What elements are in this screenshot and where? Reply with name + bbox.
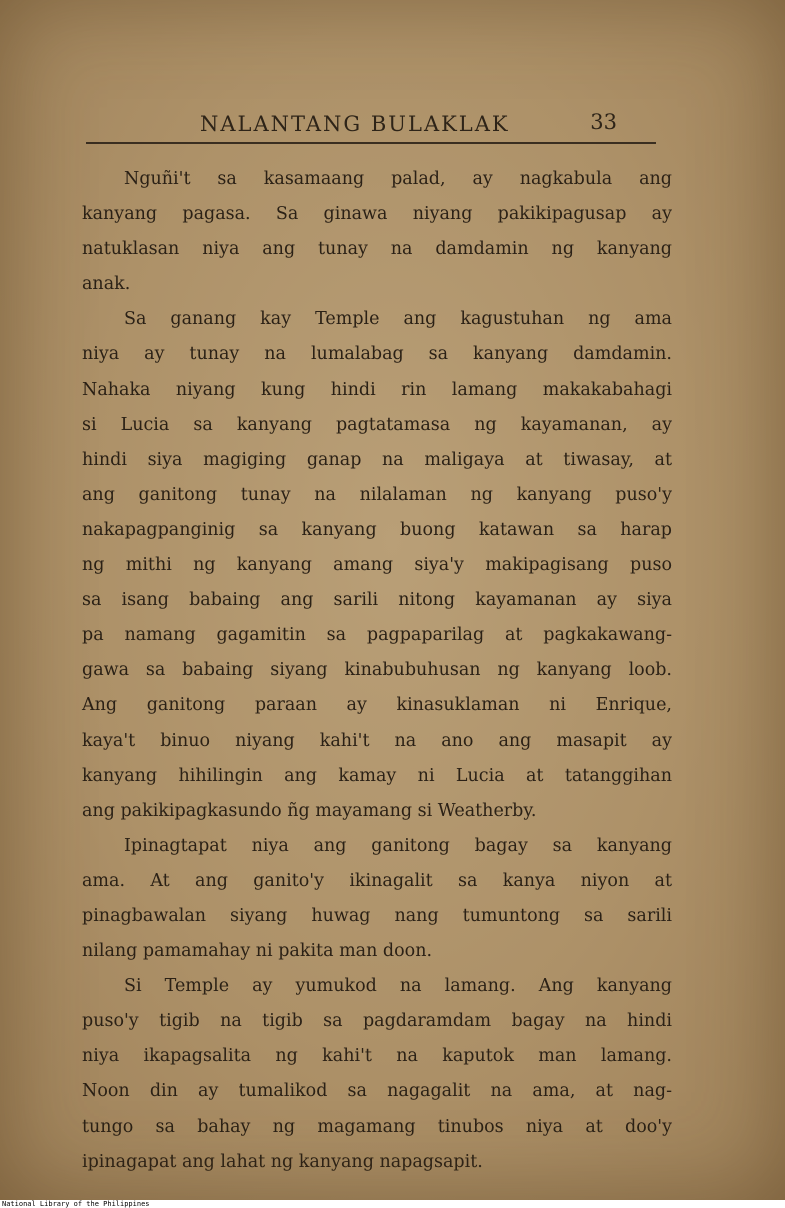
text-line: ang ganitong tunay na nilalaman ng kanyang puso'y — [82, 484, 672, 505]
text-line: Ipinagtapat niya ang ganitong bagay sa kanyang — [124, 835, 672, 856]
text-line: niya ikapagsalita ng kahi't na kaputok man lamang. — [82, 1046, 672, 1067]
text-line: kaya't binuo niyang kahi't na ano ang masapit ay — [82, 730, 672, 751]
running-title: NALANTANG BULAKLAK — [200, 112, 510, 136]
text-line: Nahaka niyang kung hindi rin lamang makakabahagi — [82, 379, 672, 400]
text-line: natuklasan niya ang tunay na damdamin ng kanyang — [82, 239, 672, 260]
header-rule — [86, 142, 656, 144]
text-line: gawa sa babaing siyang kinabubuhusan ng kanyang loob. — [82, 660, 672, 681]
text-line: nakapagpanginig sa kanyang buong katawan sa harap — [82, 519, 672, 540]
page-header — [90, 108, 675, 138]
text-line: niya ay tunay na lumalabag sa kanyang damdamin. — [82, 344, 672, 365]
text-line: ama. At ang ganito'y ikinagalit sa kanya niyon at — [82, 870, 672, 891]
text-line: Sa ganang kay Temple ang kagustuhan ng ama — [124, 309, 672, 330]
text-line: pa namang gagamitin sa pagpaparilag at pagkakawang- — [82, 625, 672, 646]
text-line: anak. — [82, 274, 131, 295]
text-line: pinagbawalan siyang huwag nang tumuntong sa sarili — [82, 905, 672, 926]
text-line: hindi siya magiging ganap na maligaya at tiwasay, at — [82, 449, 672, 470]
text-line: Ang ganitong paraan ay kinasuklaman ni Enrique, — [82, 695, 672, 716]
text-line: kanyang pagasa. Sa ginawa niyang pakikipagusap ay — [82, 204, 672, 225]
text-line: ng mithi ng kanyang amang siya'y makipagisang puso — [82, 555, 672, 576]
text-line: kanyang hihilingin ang kamay ni Lucia at tatanggihan — [82, 765, 672, 786]
text-line: tungo sa bahay ng magamang tinubos niya at doo'y — [82, 1116, 672, 1137]
body-text — [82, 162, 672, 1180]
text-line: sa isang babaing ang sarili nitong kayamanan ay siya — [82, 590, 672, 611]
scan-credit: National Library of the Philippines — [2, 1200, 150, 1208]
text-line: si Lucia sa kanyang pagtatamasa ng kayamanan, ay — [82, 414, 672, 435]
text-line: Noon din ay tumalikod sa nagagalit na ama, at nag- — [82, 1081, 672, 1102]
text-line: ipinagapat ang lahat ng kanyang napagsapit. — [82, 1151, 483, 1172]
text-line: nilang pamamahay ni pakita man doon. — [82, 941, 433, 962]
page-number: 33 — [590, 110, 617, 134]
text-line: Si Temple ay yumukod na lamang. Ang kanyang — [124, 976, 672, 997]
text-line: ang pakikipagkasundo ñg mayamang si Weatherby. — [82, 800, 537, 821]
text-line: Nguñi't sa kasamaang palad, ay nagkabula ang — [124, 169, 672, 189]
text-line: puso'y tigib na tigib sa pagdaramdam bagay na hindi — [82, 1011, 672, 1032]
